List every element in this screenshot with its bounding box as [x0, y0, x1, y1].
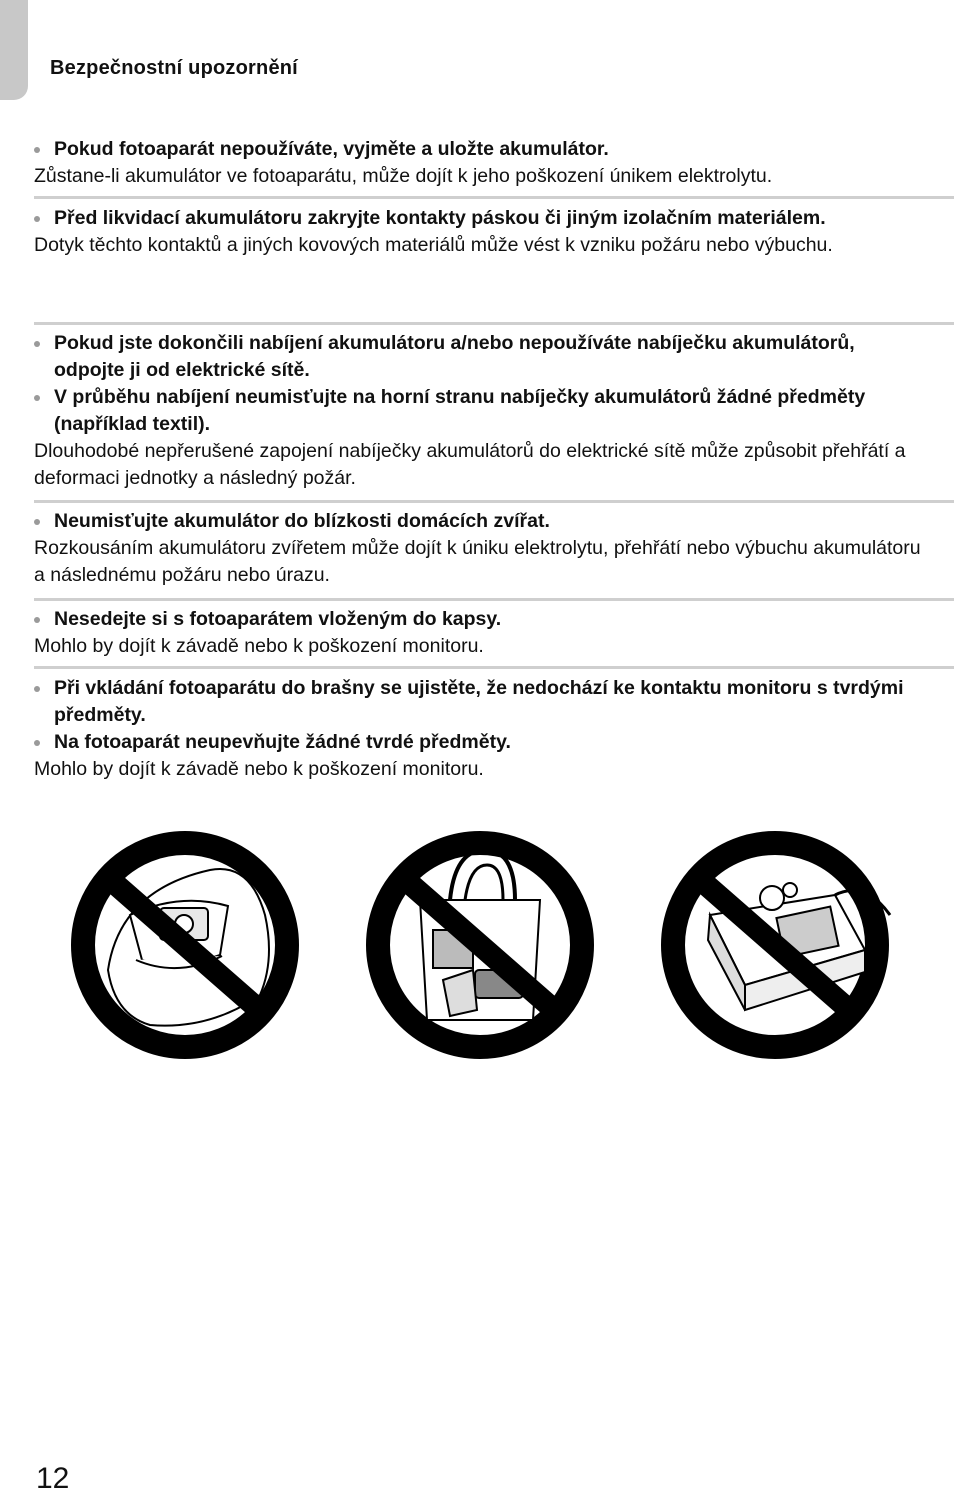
safety-section-6	[34, 675, 924, 783]
item-description: Dlouhodobé nepřerušené zapojení nabíječky akumulátorů do elektrické sítě může způsobit přehřátí a deformaci jednotky a následný požár.	[34, 440, 906, 489]
no-hard-objects-attached-icon	[650, 820, 900, 1070]
item-description: Dotyk těchto kontaktů a jiných kovových materiálů může vést k vzniku požáru nebo výbuchu.	[34, 234, 833, 256]
safety-section-4	[34, 508, 924, 589]
item-title: V průběhu nabíjení neumisťujte na horní stranu nabíječky akumulátorů žádné předměty (například textil).	[54, 386, 866, 435]
bullet-item	[34, 330, 924, 384]
item-description: Rozkousáním akumulátoru zvířetem může dojít k úniku elektrolytu, přehřátí nebo výbuchu akumulátoru a následnému požáru nebo úrazu.	[34, 537, 921, 586]
item-title: Pokud jste dokončili nabíjení akumulátoru a/nebo nepoužíváte nabíječku akumulátorů, odpojte ji od elektrické sítě.	[54, 332, 855, 381]
bullet-item	[34, 205, 924, 232]
item-title: Na fotoaparát neupevňujte žádné tvrdé předměty.	[54, 731, 511, 753]
no-hard-objects-in-bag-icon	[355, 820, 605, 1070]
item-description: Mohlo by dojít k závadě nebo k poškození monitoru.	[34, 758, 484, 780]
safety-section-5	[34, 606, 924, 660]
section-divider	[34, 322, 954, 325]
safety-section-3	[34, 330, 924, 492]
section-divider	[34, 598, 954, 601]
bullet-icon	[34, 395, 40, 401]
side-tab-marker	[0, 0, 28, 100]
no-camera-in-pocket-icon	[60, 820, 310, 1070]
bullet-item	[34, 675, 924, 729]
safety-section-2	[34, 205, 924, 259]
item-title: Při vkládání fotoaparátu do brašny se ujistěte, že nedochází ke kontaktu monitoru s tvrdými předměty.	[54, 677, 904, 726]
item-title: Neumisťujte akumulátor do blízkosti domácích zvířat.	[54, 510, 550, 532]
bullet-item	[34, 508, 924, 535]
item-title: Před likvidací akumulátoru zakryjte kontakty páskou či jiným izolačním materiálem.	[54, 207, 826, 229]
safety-section-1	[34, 136, 924, 190]
section-divider	[34, 500, 954, 503]
section-divider	[34, 666, 954, 669]
item-title: Pokud fotoaparát nepoužíváte, vyjměte a uložte akumulátor.	[54, 138, 609, 160]
bullet-icon	[34, 519, 40, 525]
bullet-icon	[34, 740, 40, 746]
item-description: Zůstane-li akumulátor ve fotoaparátu, může dojít k jeho poškození únikem elektrolytu.	[34, 165, 773, 187]
bullet-icon	[34, 686, 40, 692]
prohibition-illustrations	[60, 820, 920, 1080]
item-title: Nesedejte si s fotoaparátem vloženým do kapsy.	[54, 608, 502, 630]
bullet-item	[34, 384, 924, 438]
bullet-item	[34, 136, 924, 163]
bullet-icon	[34, 617, 40, 623]
page-number: 12	[36, 1462, 70, 1495]
bullet-icon	[34, 147, 40, 153]
bullet-item	[34, 729, 924, 756]
bullet-icon	[34, 341, 40, 347]
section-divider	[34, 196, 954, 199]
bullet-item	[34, 606, 924, 633]
item-description: Mohlo by dojít k závadě nebo k poškození monitoru.	[34, 635, 484, 657]
bullet-icon	[34, 216, 40, 222]
page-header-title: Bezpečnostní upozornění	[50, 57, 298, 79]
